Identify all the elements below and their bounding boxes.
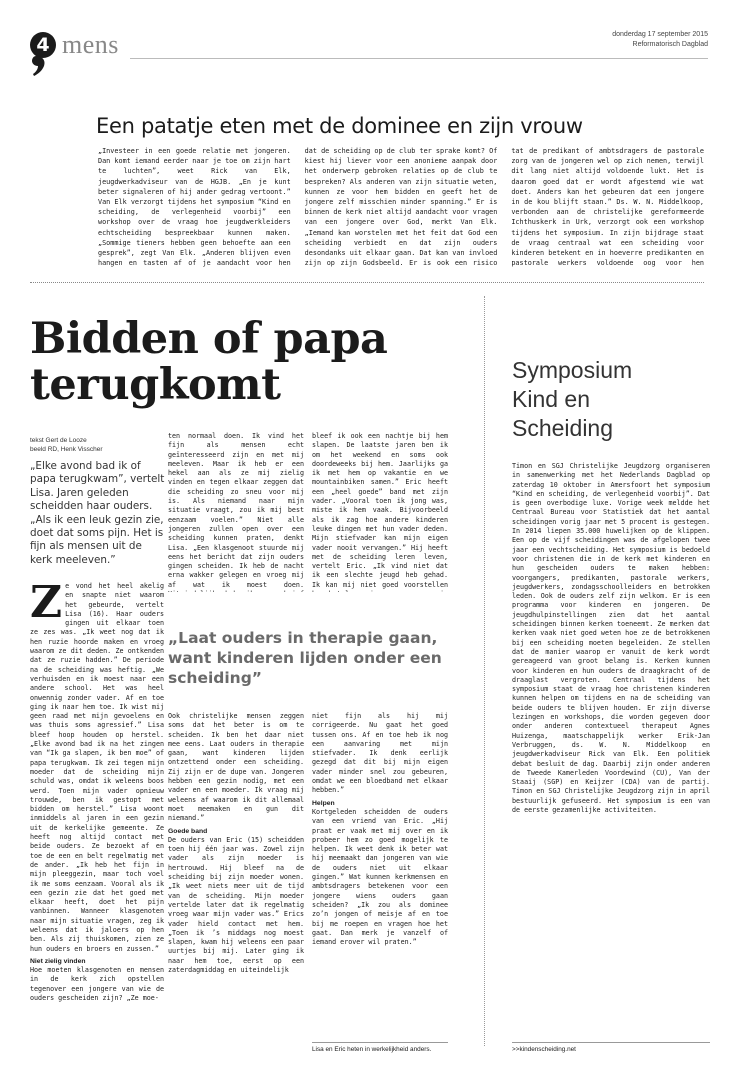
main-article-column-4 (168, 712, 304, 1052)
subhead-helpen: Helpen (312, 799, 335, 807)
col1-paragraph-1: e vond het heel akelig en snapte niet waarom het gebeurde, vertelt Lisa (16). Haar ouders gingen uit elkaar toen ze zes was. „Ik weet nog dat ik hen ruzie hoorde maken en vroeg waarom ze dit deden. Ze ontkenden dat ze ruzie hadden.” De periode na de scheiding was heftig. „We verhuisden en ik moest naar een andere school. Het was heel onwennig zonder vader. Af en toe ging ik naar hem toe. Ik wist mij geen raad met mijn gevoelens en was thuis soms agressief.” Lisa bleef hoop houden op herstel. „Elke avond bad ik na het zingen van “Ik ga slapen, ik ben moe” of papa terugkwam. Ik zei tegen mijn moeder dat de scheiding mijn schuld was, omdat ik weleens boos werd. Toen mijn vader opnieuw trouwde, ben ik gestopt met bidden om herstel.” Lisa woont inmiddels al jaren in een gezin uit de kerkelijke gemeente. Ze heeft nog altijd contact met beide ouders. Ze bezoekt af en toe de een en belt regelmatig met de ander. „Ik heb het fijn in mijn pleeggezin, maar toch voel ik me soms eenzaam. Vooral als ik een gezin zie dat het goed met elkaar heeft, doet het pijn vanbinnen. Wanneer klasgenoten naar mijn situatie vragen, zeg ik weleens dat ik jaloers op hen ben. Als zij thuiskomen, zien ze hun ouders en broers en zussen.” (30, 582, 164, 953)
top-article-column-2: dat de scheiding op de club ter sprake komt? Of kiest hij liever voor een anonieme aanpak door het onderwerp gebroken relaties op de club te bespreken? Als anderen van zijn situatie weten, kunnen ze voor hem bidden en geeft het de jongere zelf misschien minder spanning.” Er is binnen de kerk niet altijd aandacht voor vragen van een jongere over God, merkt Van Elk. „Iemand kan worstelen met het feit dat God een scheiding verbiedt en dat zijn ouders desondanks uit elkaar gaan. Dat kan van invloed zijn op zijn Godsbeeld. Er is ook een risico (304, 147, 498, 268)
sidebar-title (512, 356, 632, 443)
section-divider (30, 282, 704, 283)
sidebar-divider (484, 296, 485, 1046)
col4-paragraph-1: Ook christelijke mensen zeggen soms dat het beter is om te scheiden. Ik ben het daar niet mee eens. Laat ouders in therapie gaan, want kinderen lijden ontzettend onder een scheiding. Zij zijn er de dupe van. Jongeren hebben een gezin nodig, met een vader en een moeder. Ik vraag mij weleens af waarom ik dit allemaal moet meemaken en gun dit niemand.” (168, 712, 304, 823)
main-article-column-1 (30, 582, 164, 1052)
top-article-column-3: tat de predikant of ambtsdragers de pastorale zorg van de jongeren wel op zich nemen, terwijl dit lang niet altijd voldoende lukt. Het is daarom goed dat er wordt afgestemd wie wat doet. Anders kan het gebeuren dat een jongere in de kou blijft staan.” Ds. W. N. Middelkoop, verbonden aan de christelijke gereformeerde Ichthuskerk in Urk, verzorgt ook een workshop tijdens het symposium. In zijn bijdrage staat de vraag centraal wat een scheiding voor kinderen betekent en in hoeverre predikanten en pastorale werkers voldoende oog voor hen (511, 147, 705, 268)
drop-cap: Z (30, 582, 63, 628)
credit-photo: beeld RD, Henk Visscher (30, 446, 103, 453)
main-article-column-5 (312, 712, 448, 1042)
sidebar-title-line-2: Kind en (512, 386, 591, 412)
subhead-goede-band: Goede band (168, 827, 208, 835)
page-header (30, 30, 708, 60)
section-title: mens (62, 30, 119, 59)
sidebar-title-line-1: Symposium (512, 357, 633, 383)
headline-line-2: terugkomt (30, 360, 281, 410)
page-number-badge: 4 (30, 32, 56, 58)
sidebar-text: Timon en SGJ Christelijke Jeugdzorg organiseren in samenwerking met het Nederlands Dagblad op zaterdag 10 oktober in Amersfoort het symposium “Kind en scheiding, de verlegenheid voorbij”. Dat is geen overbodige luxe. Vorige week meldde het Centraal Bureau voor Statistiek dat het aantal scheidingen vorig jaar met 5 procent is gestegen. In 2014 liepen 35.000 huwelijken op de klippen. Een op de vijf scheidingen was de afgelopen twee jaar een vechtscheiding. Het symposium is bedoeld voor christenen die in de kerk met kinderen en hun gescheiden ouders te maken hebben: voorgangers, predikanten, pastorale werkers, jeugdwerkers, zondagsschoolleiders en betrokken leden. Ook de ouders zelf zijn welkom. Er is een programma voor kinderen en jongeren. De jeugdhulpinstellingen zien dat het aantal scheidingen binnen kerken toeneemt. Ze merken dat kerken vaak niet goed weten hoe ze de betrokkenen bij een scheiding moeten begeleiden. Ze stellen dat de manier waarop er vanuit de kerk wordt gereageerd van groot belang is. Kerken kunnen voor kinderen en hun ouders de draagkracht of de draaglast vergroten. Centraal tijdens het symposium staat de vraag hoe christenen kinderen kunnen helpen om tijdens en na de scheiding van beide ouders te blijven houden. Er zijn diverse lezingen en workshops, die worden gegeven door onder anderen contextueel therapeut Agnes Huizenga, maatschappelijk werker Erik-Jan Verbruggen, ds. W. N. Middelkoop en jeugdwerkadviseur Rick van Elk. Een politiek debat besluit de dag. Daarbij zijn onder anderen de Tweede Kamerleden Voordewind (CU), Van der Staaij (SGP) en Keijzer (CDA) van de partij. Timon en SGJ Christelijke Jeugdzorg zijn in april bestuurlijk gefuseerd. Het symposium is een van de eerste gezamenlijke activiteiten. (512, 462, 710, 814)
header-meta (612, 30, 708, 50)
top-article-column-1: „Investeer in een goede relatie met jongeren. Dan komt iemand eerder naar je toe om zijn hart te luchten”, weet Rick van Elk, jeugdwerkadviseur van de HGJB. „En je kunt beter signaleren of hij ander gedrag vertoont.” Van Elk verzorgt tijdens het symposium “Kind en scheiding, de verlegenheid voorbij” een workshop over de vraag hoe jeugdwerkleiders echtscheiding bespreekbaar kunnen maken. „Sommige tieners hebben geen behoefte aan een gesprek”, zegt Van Elk. „Anderen blijven even hangen en tasten af of je aandacht voor hen (98, 147, 291, 268)
col4-paragraph-2: De ouders van Eric (15) scheidden toen hij één jaar was. Zowel zijn vader als zijn moeder is hertrouwd. Hij bleef na de scheiding bij zijn moeder wonen. „Ik weet niets meer uit de tijd van de scheiding. Mijn moeder vertelde later dat ik regelmatig vroeg waar mijn vader was.” Erics vader hield contact met hem. „Toen ik ’s middags nog moest slapen, kwam hij weleens een paar uurtjes bij mij. Later ging ik naar hem toe, eerst op een zaterdagmiddag en uiteindelijk (168, 835, 304, 975)
sidebar-link[interactable]: >>kindenscheiding.net (512, 1042, 710, 1053)
col5-paragraph-1: niet fijn als hij mij corrigeerde. Nu gaat het goed tussen ons. Af en toe heb ik nog een aanvaring met mijn stiefvader. Ik denk eerlijk gezegd dat dit bij mijn eigen vader minder snel zou gebeuren, omdat we een bloedband met elkaar hebben.” (312, 712, 448, 795)
pull-quote: „Laat ouders in therapie gaan, want kinderen lijden onder een scheiding” (168, 629, 442, 687)
comma-logo-icon (32, 56, 48, 76)
main-article-column-2: ten normaal doen. Ik vind het fijn als mensen echt geïnteresseerd zijn en met mij meeleven. Maar ik heb er een hekel aan als ze mij zielig vinden en tegen elkaar zeggen dat die scheiding zo sneu voor mij is. Als niemand naar mijn situatie vraagt, zou ik mij best eenzaam voelen.” Niet alle jongeren zullen open over een scheiding kunnen praten, denkt Lisa. „Een klasgenoot stuurde mij eens het bericht dat zijn ouders gingen scheiden. Ik heb de nacht erna wakker gelegen en vroeg mij af wat ik moest doen. (168, 432, 304, 589)
subhead-niet-zielig: Niet zielig vinden (30, 957, 86, 965)
article-credits (30, 436, 103, 454)
header-rule (130, 58, 708, 59)
photo-caption: Lisa en Eric heten in werkelijkheid anders. (312, 1042, 448, 1053)
top-article-title: Een patatje eten met de dominee en zijn vrouw (96, 114, 583, 138)
headline-line-1: Bidden of papa (30, 314, 388, 364)
header-publication: Reformatorisch Dagblad (632, 41, 708, 48)
credit-text: tekst Gert de Looze (30, 437, 87, 444)
article-intro: „Elke avond bad ik of papa terugkwam”, vertelt Lisa. Jaren geleden scheidden haar ouders. „Als ik een leuk gezin zie, doet dat soms pijn. Het is fijn als mensen uit de kerk meeleven.” (30, 460, 165, 566)
col5-paragraph-2: Kortgeleden scheidden de ouders van een vriend van Eric. „Hij praat er vaak met mij over en ik probeer hem zo goed mogelijk te helpen. Ik weet denk ik beter wat hij meemaakt dan jongeren van wie de ouders niet uit elkaar gingen.” Wat kunnen kerkmensen en ambtsdragers betekenen voor een jongere wiens ouders gaan scheiden? „Ik zou als dominee zo’n jongen of meisje af en toe bij me roepen en vragen hoe het gaat. Dan merk je vanzelf of iemand erover wil praten.” (312, 807, 448, 947)
col1-paragraph-2: Hoe moeten klasgenoten en mensen in de kerk zich opstellen tegenover een jongere van wie de ouders gescheiden zijn? „Ze moe- (30, 966, 164, 1003)
sidebar-title-line-3: Scheiding (512, 415, 614, 441)
main-article-column-3: bleef ik ook een nachtje bij hem slapen. De laatste jaren ben ik om het weekend en soms ook doordeweeks bij hem. Jaarlijks ga ik met hem op vakantie en we mountainbiken samen.” Eric heeft een „heel goede” band met zijn vader. „Vooral toen ik jong was, miste ik hem vaak. Bijvoorbeeld als ik zag hoe andere kinderen leuke dingen met hun vader deden. Mijn stiefvader kan mijn eigen vader nooit vervangen.” Hij heeft met de scheiding leren leven, vertelt Eric. „Ik vind niet dat ik een slechte jeugd heb gehad. Ik kan mij niet goed voorstellen (312, 432, 448, 589)
header-date: donderdag 17 september 2015 (612, 31, 708, 38)
main-article-headline (30, 316, 387, 408)
top-article-body (98, 146, 704, 268)
